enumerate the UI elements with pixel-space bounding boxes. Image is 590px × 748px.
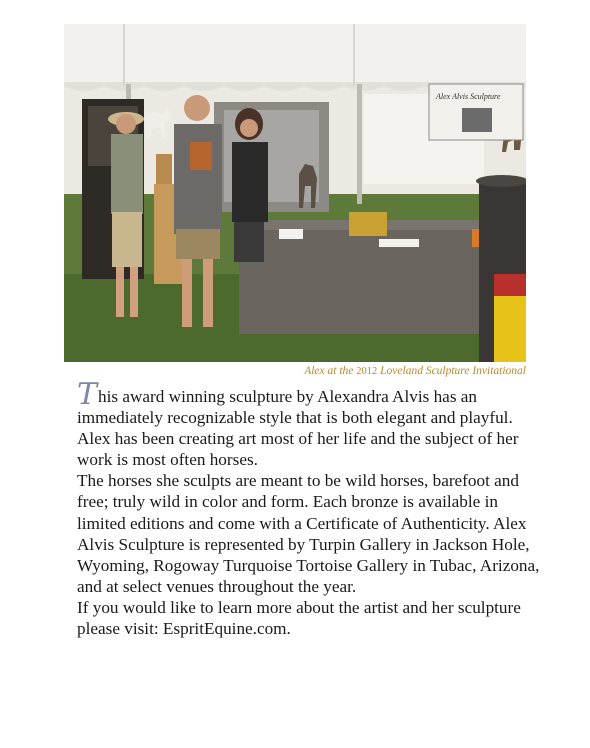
caption-year: 2012 [356, 366, 378, 377]
drop-cap: T [77, 377, 98, 412]
caption-prefix: Alex at the [304, 365, 357, 377]
booth-photo-illustration [64, 24, 526, 362]
article-body [77, 377, 547, 639]
paragraph-2: The horses she sculpts are meant to be wild horses, barefoot and free; truly wild in color and form. Each bronze is available in limited editions and come with a Certificate of Authenticity. Alex Alvis Sculpture is represented by Turpin Gallery in Jackson Hole, Wyoming, Rogoway Turquoise Tortoise Gallery in Tubac, Arizona, and at select venues throughout the year. [77, 471, 540, 596]
paragraph-3: If you would like to learn more about the artist and her sculpture please visit: EspritEquine.com. [77, 597, 521, 639]
paragraph-1-text: his award winning sculpture by Alexandra Alvis has an immediately recognizable style that is both elegant and playful. Alex has been creating art most of her life and the subject of her work is most often horses. [77, 387, 519, 470]
photo-caption [64, 362, 526, 381]
caption-suffix: Loveland Sculpture Invitational [377, 365, 526, 377]
booth-photo [64, 24, 526, 362]
sign-text: Alex Alvis Sculpture [436, 92, 501, 101]
paragraph-1 [77, 377, 547, 470]
